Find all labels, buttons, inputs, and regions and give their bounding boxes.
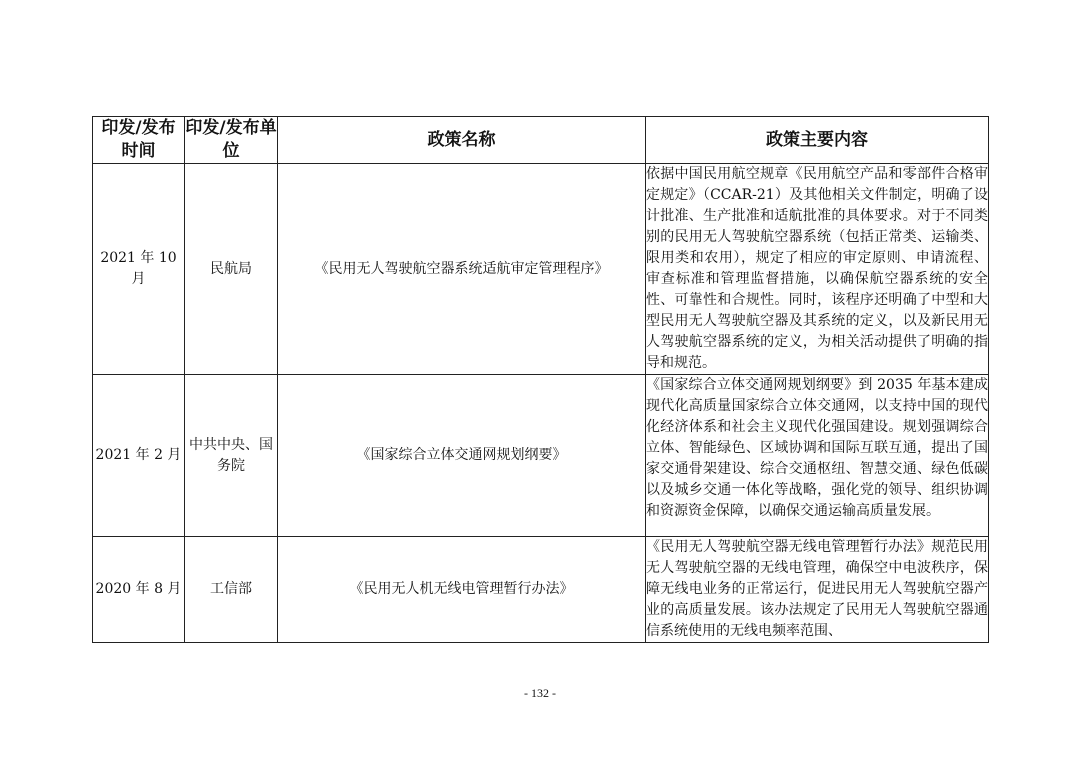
cell-name: 《国家综合立体交通网规划纲要》 xyxy=(278,375,646,537)
header-name: 政策名称 xyxy=(278,117,646,164)
table-row xyxy=(93,537,989,643)
header-content: 政策主要内容 xyxy=(646,117,989,164)
cell-time: 2021 年 2 月 xyxy=(93,375,185,537)
cell-name: 《民用无人驾驶航空器系统适航审定管理程序》 xyxy=(278,164,646,375)
cell-unit: 民航局 xyxy=(185,164,278,375)
cell-content: 《国家综合立体交通网规划纲要》到 2035 年基本建成现代化高质量国家综合立体交通网，以支持中国的现代化经济体系和社会主义现代化强国建设。规划强调综合立体、智能绿色、区域协调和国际互联互通，提出了国家交通骨架建设、综合交通枢纽、智慧交通、绿色低碳以及城乡交通一体化等战略，强化党的领导、组织协调和资源资金保障，以确保交通运输高质量发展。 xyxy=(646,375,989,537)
header-unit: 印发/发布单位 xyxy=(185,117,278,164)
page-number: - 132 - xyxy=(524,686,556,700)
cell-content: 依据中国民用航空规章《民用航空产品和零部件合格审定规定》（CCAR-21）及其他相关文件制定，明确了设计批准、生产批准和适航批准的具体要求。对于不同类别的民用无人驾驶航空器系统（包括正常类、运输类、限用类和农用），规定了相应的审定原则、申请流程、审查标准和管理监督措施，以确保航空器系统的安全性、可靠性和合规性。同时，该程序还明确了中型和大型民用无人驾驶航空器及其系统的定义，以及新民用无人驾驶航空器系统的定义，为相关活动提供了明确的指导和规范。 xyxy=(646,164,989,375)
policy-table xyxy=(92,116,989,643)
cell-name: 《民用无人机无线电管理暂行办法》 xyxy=(278,537,646,643)
cell-time: 2020 年 8 月 xyxy=(93,537,185,643)
table-row xyxy=(93,164,989,375)
cell-unit: 中共中央、国务院 xyxy=(185,375,278,537)
header-time: 印发/发布时间 xyxy=(93,117,185,164)
cell-content: 《民用无人驾驶航空器无线电管理暂行办法》规范民用无人驾驶航空器的无线电管理，确保空中电波秩序，保障无线电业务的正常运行，促进民用无人驾驶航空器产业的高质量发展。该办法规定了民用无人驾驶航空器通信系统使用的无线电频率范围、 xyxy=(646,537,989,643)
table-row xyxy=(93,375,989,537)
cell-unit: 工信部 xyxy=(185,537,278,643)
cell-time: 2021 年 10 月 xyxy=(93,164,185,375)
table-header-row xyxy=(93,117,989,164)
